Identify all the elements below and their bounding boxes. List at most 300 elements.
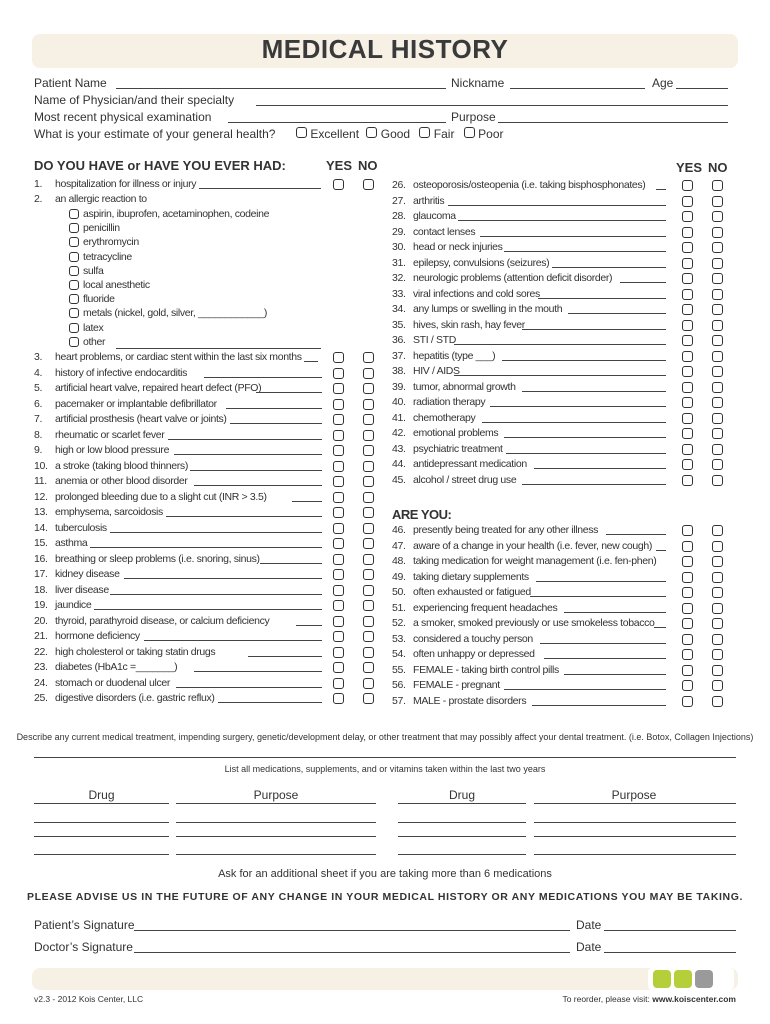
item-line[interactable] (522, 381, 666, 392)
item-line[interactable] (166, 506, 322, 517)
no-checkbox[interactable] (712, 242, 723, 253)
purpose-line[interactable] (176, 822, 376, 823)
no-checkbox[interactable] (363, 662, 374, 673)
history-item-8 (34, 429, 384, 444)
history-item-22 (34, 646, 384, 661)
item-number: 42. (392, 427, 406, 439)
item-line[interactable] (296, 615, 322, 626)
item-label: anemia or other blood disorder (55, 475, 188, 487)
history-item-54 (392, 648, 738, 663)
item-line[interactable] (218, 692, 322, 703)
item-label: often unhappy or depressed (413, 648, 535, 660)
item-label: rheumatic or scarlet fever (55, 428, 165, 441)
age-field[interactable] (676, 88, 728, 89)
yes-checkbox[interactable] (682, 196, 693, 207)
item-line[interactable] (194, 661, 322, 672)
item-line[interactable] (480, 226, 666, 237)
no-checkbox[interactable] (712, 196, 723, 207)
item-number: 30. (392, 241, 406, 253)
item-label: glaucoma (413, 210, 456, 222)
item-number: 40. (392, 396, 406, 408)
yes-checkbox[interactable] (682, 618, 693, 629)
item-line[interactable] (606, 524, 666, 535)
history-item-29 (392, 226, 738, 241)
doctor-signature-field[interactable] (134, 952, 570, 953)
no-checkbox[interactable] (363, 492, 374, 503)
no-checkbox[interactable] (712, 335, 723, 346)
no-checkbox[interactable] (363, 399, 374, 410)
yes-checkbox[interactable] (682, 211, 693, 222)
no-checkbox[interactable] (363, 631, 374, 642)
yes-checkbox[interactable] (333, 569, 344, 580)
item-line[interactable] (174, 444, 322, 455)
no-checkbox[interactable] (363, 430, 374, 441)
yes-checkbox[interactable] (682, 351, 693, 362)
drug-line[interactable] (34, 822, 169, 823)
item-number: 20. (34, 614, 48, 627)
yes-checkbox[interactable] (682, 556, 693, 567)
yes-checkbox[interactable] (333, 585, 344, 596)
history-item-32 (392, 272, 738, 287)
item-line[interactable] (94, 599, 322, 610)
item-line[interactable] (304, 351, 318, 362)
allergy-checkbox[interactable] (69, 237, 79, 247)
item-label: neurologic problems (attention deficit disorder) (413, 272, 613, 284)
history-item-48 (392, 555, 738, 570)
yes-checkbox[interactable] (682, 665, 693, 676)
no-checkbox[interactable] (712, 556, 723, 567)
yes-checkbox[interactable] (682, 541, 693, 552)
item-line[interactable] (564, 602, 666, 613)
no-checkbox[interactable] (712, 444, 723, 455)
allergy-label: penicillin (83, 222, 120, 235)
item-line[interactable] (454, 334, 666, 345)
item-number: 37. (392, 349, 406, 362)
yes-checkbox[interactable] (682, 335, 693, 346)
drug-line[interactable] (34, 803, 169, 804)
yes-checkbox[interactable] (682, 320, 693, 331)
no-checkbox[interactable] (363, 693, 374, 704)
no-checkbox[interactable] (363, 383, 374, 394)
excellent-label: Excellent (310, 127, 360, 141)
item-line[interactable] (204, 367, 322, 378)
item-line[interactable] (522, 319, 666, 330)
item-line[interactable] (194, 475, 322, 486)
item-label: any lumps or swelling in the mouth (413, 303, 563, 315)
allergy-checkbox[interactable] (69, 337, 79, 347)
no-checkbox[interactable] (363, 179, 374, 190)
physician-field[interactable] (256, 105, 728, 106)
yes-checkbox[interactable] (682, 258, 693, 269)
purpose-line[interactable] (176, 836, 376, 837)
item-number: 29. (392, 225, 406, 238)
no-checkbox[interactable] (712, 382, 723, 393)
item-number: 47. (392, 539, 406, 552)
advise-notice: PLEASE ADVISE US IN THE FUTURE OF ANY CHANGE IN YOUR MEDICAL HISTORY OR ANY MEDICATIONS YOU MAY BE TAKING. (26, 891, 744, 903)
item-line[interactable] (656, 540, 666, 551)
yes-checkbox[interactable] (682, 304, 693, 315)
no-checkbox[interactable] (712, 459, 723, 470)
item-label: considered a touchy person (413, 632, 533, 645)
allergy-checkbox[interactable] (69, 223, 79, 233)
no-checkbox[interactable] (363, 554, 374, 565)
no-checkbox[interactable] (712, 258, 723, 269)
no-checkbox[interactable] (363, 461, 374, 472)
item-line[interactable] (226, 398, 322, 409)
no-checkbox[interactable] (712, 366, 723, 377)
item-line[interactable] (124, 568, 322, 579)
logo-square-1 (653, 970, 671, 988)
item-label: heart problems, or cardiac stent within the last six months (55, 351, 302, 363)
item-number: 1. (34, 178, 43, 190)
no-checkbox[interactable] (363, 600, 374, 611)
item-number: 43. (392, 442, 406, 455)
purpose-line[interactable] (176, 854, 376, 855)
item-label: thyroid, parathyroid disease, or calcium deficiency (55, 614, 270, 627)
item-line[interactable] (110, 522, 322, 533)
history-item-52 (392, 617, 738, 632)
item-label: prolonged bleeding due to a slight cut (INR > 3.5) (55, 490, 267, 503)
yes-checkbox[interactable] (333, 399, 344, 410)
yes-checkbox[interactable] (682, 587, 693, 598)
no-checkbox[interactable] (712, 273, 723, 284)
yes-checkbox[interactable] (682, 696, 693, 707)
no-checkbox[interactable] (712, 696, 723, 707)
drug-line[interactable] (398, 803, 526, 804)
no-checkbox[interactable] (363, 414, 374, 425)
item-line[interactable] (454, 365, 666, 376)
item-line[interactable] (490, 396, 666, 407)
nickname-label: Nickname (451, 76, 505, 90)
item-number: 15. (34, 537, 48, 549)
item-line[interactable] (176, 677, 322, 688)
yes-checkbox[interactable] (333, 476, 344, 487)
yes-checkbox[interactable] (333, 383, 344, 394)
no-checkbox[interactable] (712, 351, 723, 362)
yes-checkbox[interactable] (333, 600, 344, 611)
yes-checkbox[interactable] (333, 430, 344, 441)
item-line[interactable] (144, 630, 322, 641)
yes-checkbox[interactable] (682, 180, 693, 191)
item-line[interactable] (90, 537, 322, 548)
history-item-40 (392, 396, 738, 411)
item-line[interactable] (504, 241, 666, 252)
item-line[interactable] (540, 633, 666, 644)
yes-checkbox[interactable] (333, 554, 344, 565)
yes-checkbox[interactable] (333, 538, 344, 549)
no-checkbox[interactable] (712, 289, 723, 300)
item-line[interactable] (504, 679, 666, 690)
item-line[interactable] (110, 584, 322, 595)
no-checkbox[interactable] (712, 304, 723, 315)
item-line[interactable] (502, 350, 666, 361)
item-line[interactable] (199, 178, 321, 189)
purpose-line[interactable] (534, 822, 736, 823)
left-item-2 (34, 193, 384, 208)
no-checkbox[interactable] (363, 569, 374, 580)
item-line[interactable] (168, 429, 322, 440)
purpose-field[interactable] (498, 122, 728, 123)
allergy-checkbox[interactable] (69, 323, 79, 333)
item-label: presently being treated for any other illness (413, 524, 599, 536)
describe-line[interactable] (34, 757, 736, 758)
right-yes-header: YES (676, 160, 703, 175)
item-line[interactable] (536, 571, 666, 582)
excellent-checkbox[interactable] (296, 127, 307, 138)
item-line[interactable] (458, 210, 666, 221)
item-line[interactable] (544, 648, 666, 659)
item-label: contact lenses (413, 225, 476, 238)
purpose-line[interactable] (534, 836, 736, 837)
allergy-checkbox[interactable] (69, 252, 79, 262)
no-checkbox[interactable] (712, 475, 723, 486)
item-label: breathing or sleep problems (i.e. snoring, sinus) (55, 552, 260, 565)
history-item-37 (392, 350, 738, 365)
item-line[interactable] (248, 646, 322, 657)
item-label: viral infections and cold sores (413, 287, 540, 300)
no-checkbox[interactable] (712, 634, 723, 645)
yes-checkbox[interactable] (682, 475, 693, 486)
nickname-field[interactable] (510, 88, 645, 89)
good-checkbox[interactable] (366, 127, 377, 138)
item-label: stomach or duodenal ulcer (55, 676, 170, 689)
good-label: Good (380, 127, 411, 141)
allergy-checkbox[interactable] (69, 209, 79, 219)
yes-checkbox[interactable] (682, 227, 693, 238)
yes-checkbox[interactable] (333, 616, 344, 627)
no-checkbox[interactable] (712, 397, 723, 408)
item-line[interactable] (654, 617, 666, 628)
patient-signature-field[interactable] (134, 930, 570, 931)
item-number: 2. (34, 193, 43, 205)
item-line[interactable] (656, 179, 666, 190)
no-checkbox[interactable] (712, 227, 723, 238)
item-label: psychiatric treatment (413, 442, 503, 455)
drug-line[interactable] (398, 836, 526, 837)
website-link[interactable]: www.koiscenter.com (652, 994, 736, 1004)
history-item-42 (392, 427, 738, 442)
item-label: FEMALE - pregnant (413, 679, 500, 691)
no-checkbox[interactable] (712, 180, 723, 191)
no-checkbox[interactable] (712, 603, 723, 614)
item-line[interactable] (230, 413, 322, 424)
yes-checkbox[interactable] (682, 428, 693, 439)
item-number: 33. (392, 287, 406, 300)
exam-field[interactable] (228, 122, 446, 123)
item-line[interactable] (260, 553, 322, 564)
history-item-30 (392, 241, 738, 256)
item-label: chemotherapy (413, 411, 476, 424)
item-number: 18. (34, 583, 48, 596)
yes-checkbox[interactable] (682, 413, 693, 424)
item-line[interactable] (448, 195, 666, 206)
history-item-45 (392, 474, 738, 489)
yes-checkbox[interactable] (333, 368, 344, 379)
fair-label: Fair (433, 127, 455, 141)
item-label: tumor, abnormal growth (413, 380, 516, 393)
drug-line[interactable] (34, 854, 169, 855)
item-number: 32. (392, 272, 406, 284)
yes-checkbox[interactable] (682, 444, 693, 455)
allergy-checkbox[interactable] (69, 308, 79, 318)
item-line[interactable] (564, 664, 666, 675)
yes-checkbox[interactable] (682, 572, 693, 583)
history-item-7 (34, 413, 384, 428)
yes-checkbox[interactable] (682, 242, 693, 253)
no-checkbox[interactable] (363, 616, 374, 627)
history-item-31 (392, 257, 738, 272)
purpose-line[interactable] (534, 803, 736, 804)
no-checkbox[interactable] (363, 507, 374, 518)
yes-checkbox[interactable] (682, 273, 693, 284)
yes-checkbox[interactable] (682, 289, 693, 300)
yes-checkbox[interactable] (333, 445, 344, 456)
doctor-date-field[interactable] (604, 952, 736, 953)
no-checkbox[interactable] (712, 413, 723, 424)
history-item-15 (34, 537, 384, 552)
item-line[interactable] (256, 382, 322, 393)
logo-square-3 (695, 970, 713, 988)
no-checkbox[interactable] (363, 585, 374, 596)
yes-checkbox[interactable] (682, 680, 693, 691)
yes-checkbox[interactable] (682, 525, 693, 536)
yes-checkbox[interactable] (333, 693, 344, 704)
no-checkbox[interactable] (712, 428, 723, 439)
yes-checkbox[interactable] (682, 366, 693, 377)
history-item-36 (392, 334, 738, 349)
other-allergy-line[interactable] (116, 348, 321, 349)
item-label: emotional problems (413, 427, 499, 439)
item-number: 57. (392, 694, 406, 707)
item-line[interactable] (504, 427, 666, 438)
purpose-line[interactable] (176, 803, 376, 804)
history-item-33 (392, 288, 738, 303)
item-line[interactable] (506, 443, 666, 454)
yes-checkbox[interactable] (333, 631, 344, 642)
item-label: jaundice (55, 599, 92, 611)
item-label: history of infective endocarditis (55, 366, 188, 379)
history-item-46 (392, 524, 738, 539)
poor-checkbox[interactable] (464, 127, 475, 138)
no-checkbox[interactable] (712, 618, 723, 629)
patient-name-field[interactable] (116, 88, 446, 89)
allergy-checkbox[interactable] (69, 280, 79, 290)
item-label: artificial prosthesis (heart valve or joints) (55, 413, 227, 425)
item-number: 24. (34, 676, 48, 689)
history-item-44 (392, 458, 738, 473)
item-number: 31. (392, 256, 406, 269)
no-checkbox[interactable] (363, 352, 374, 363)
no-checkbox[interactable] (363, 523, 374, 534)
item-line[interactable] (482, 412, 666, 423)
item-line[interactable] (190, 460, 322, 471)
no-checkbox[interactable] (712, 680, 723, 691)
no-checkbox[interactable] (363, 368, 374, 379)
drug-line[interactable] (34, 836, 169, 837)
item-line[interactable] (522, 474, 666, 485)
yes-checkbox[interactable] (333, 414, 344, 425)
yes-checkbox[interactable] (682, 603, 693, 614)
drug-line[interactable] (398, 854, 526, 855)
item-line[interactable] (534, 458, 666, 469)
item-line[interactable] (620, 272, 666, 283)
item-line[interactable] (552, 257, 666, 268)
no-checkbox[interactable] (712, 587, 723, 598)
item-number: 35. (392, 318, 406, 331)
yes-checkbox[interactable] (333, 352, 344, 363)
patient-date-field[interactable] (604, 930, 736, 931)
purpose-line[interactable] (534, 854, 736, 855)
yes-checkbox[interactable] (333, 647, 344, 658)
item-line[interactable] (568, 303, 666, 314)
doctor-signature-label: Doctor’s Signature (34, 940, 133, 954)
yes-checkbox[interactable] (333, 507, 344, 518)
history-item-34 (392, 303, 738, 318)
item-label: hormone deficiency (55, 630, 140, 642)
history-item-28 (392, 210, 738, 225)
yes-checkbox[interactable] (333, 492, 344, 503)
item-line[interactable] (292, 491, 322, 502)
history-item-39 (392, 381, 738, 396)
history-item-50 (392, 586, 738, 601)
yes-checkbox[interactable] (682, 397, 693, 408)
no-checkbox[interactable] (363, 647, 374, 658)
no-checkbox[interactable] (712, 572, 723, 583)
item-label: hepatitis (type ___) (413, 349, 496, 362)
yes-checkbox[interactable] (682, 382, 693, 393)
history-item-9 (34, 444, 384, 459)
item-label: artificial heart valve, repaired heart defect (PFO) (55, 382, 262, 394)
history-item-38 (392, 365, 738, 380)
yes-checkbox[interactable] (682, 649, 693, 660)
yes-checkbox[interactable] (333, 662, 344, 673)
history-item-16 (34, 553, 384, 568)
no-checkbox[interactable] (712, 320, 723, 331)
fair-checkbox[interactable] (419, 127, 430, 138)
item-number: 50. (392, 586, 406, 598)
item-label: MALE - prostate disorders (413, 694, 527, 707)
yes-checkbox[interactable] (333, 678, 344, 689)
item-line[interactable] (530, 586, 666, 597)
no-checkbox[interactable] (363, 445, 374, 456)
yes-checkbox[interactable] (333, 461, 344, 472)
no-checkbox[interactable] (363, 538, 374, 549)
item-number: 54. (392, 648, 406, 660)
poor-label: Poor (478, 127, 504, 141)
allergy-checkbox[interactable] (69, 294, 79, 304)
drug-line[interactable] (398, 822, 526, 823)
no-checkbox[interactable] (363, 678, 374, 689)
no-checkbox[interactable] (712, 665, 723, 676)
health-question: What is your estimate of your general health? (34, 127, 276, 141)
no-checkbox[interactable] (712, 211, 723, 222)
history-item-57 (392, 695, 738, 710)
item-label: head or neck injuries (413, 241, 503, 253)
yes-checkbox[interactable] (333, 179, 344, 190)
allergy-checkbox[interactable] (69, 266, 79, 276)
no-checkbox[interactable] (712, 649, 723, 660)
item-line[interactable] (538, 288, 666, 299)
purpose-label: Purpose (451, 110, 496, 124)
yes-checkbox[interactable] (682, 459, 693, 470)
yes-checkbox[interactable] (333, 523, 344, 534)
item-line[interactable] (532, 695, 666, 706)
no-checkbox[interactable] (712, 541, 723, 552)
no-checkbox[interactable] (363, 476, 374, 487)
patient-signature-label: Patient’s Signature (34, 918, 135, 932)
yes-checkbox[interactable] (682, 634, 693, 645)
no-checkbox[interactable] (712, 525, 723, 536)
